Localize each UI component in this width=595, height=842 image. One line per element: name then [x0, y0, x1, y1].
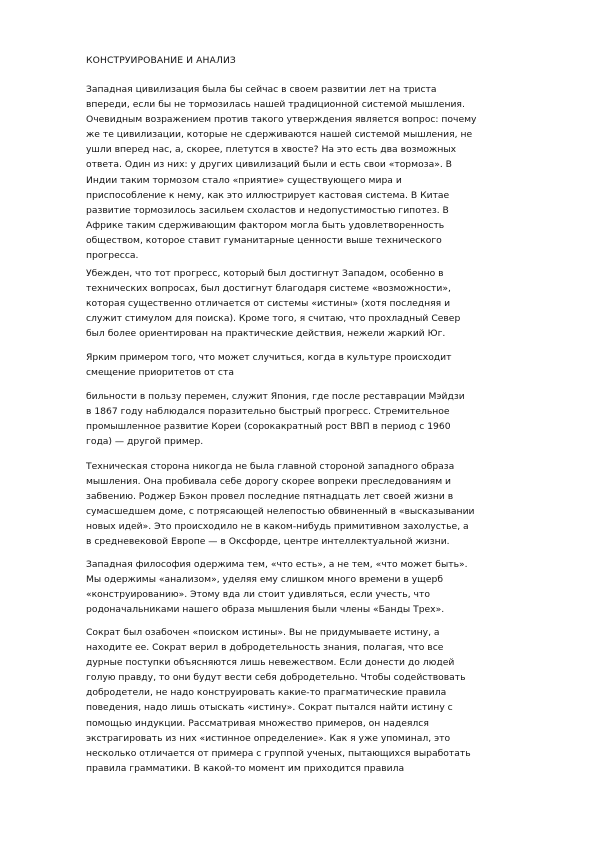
- paragraph-6: Западная философия одержима тем, «что есть», а не тем, «что может быть». Мы одержимы «анализом», уделяя ему слишком много времени в ущерб «конструированию». Этому вда ли стоит удивляться, если учесть, что родоначальниками нашего образа мышления были члены «Банды Трех».: [86, 559, 468, 616]
- paragraph-4: бильности в пользу перемен, служит Япония, где после реставрации Мэйдзи в 1867 году наблюдался поразительно быстрый прогресс. Стремительное промышленное развитие Кореи (сорокакратный рост ВВП в период с 1960 года) — другой пример.: [86, 391, 465, 448]
- paragraph-7: Сократ был озабочен «поиском истины». Вы не придумываете истину, а находите ее. Сократ верил в добродетельность знания, полагая, что все дурные поступки объясняются лишь невежеством. Если донести до людей голую правду, то они будут вести себя добродетельно. Чтобы содействовать добродетели, не надо конструировать какие-то прагматические правила поведения, надо лишь отыскать «истину». Сократ пытался найти истину с помощью индукции. Рассматривая множество примеров, он надеялся экстрагировать из них «истинное определение». Как я уже упоминал, это несколько отличается от примера с группой ученых, пытающихся выработать правила грамматики. В какой-то момент им приходится правила: [86, 627, 471, 774]
- paragraph-2: Убежден, что тот прогресс, который был достигнут Западом, особенно в технических вопросах, был достигнут благодаря системе «возможности», которая существенно отличается от системы «истины» (хотя последняя и служит стимулом для поиска). Кроме того, я считаю, что прохладный Север был более ориентирован на практические действия, нежели жаркий Юг.: [86, 268, 461, 340]
- paragraph-3: Ярким примером того, что может случиться, когда в культуре происходит смещение приоритетов от ста: [86, 352, 452, 379]
- paragraph-5: Техническая сторона никогда не была главной стороной западного образа мышления. Она пробивала себе дорогу скорее вопреки преследованиям и забвению. Роджер Бэкон провел последние пятнадцать лет своей жизни в сумасшедшем доме, с потрясающей нелепостью обвиненный в «высказывании новых идей». Это происходило не в каком-нибудь примитивном захолустье, а в средневековой Европе — в Оксфорде, центре интеллектуальной жизни.: [86, 461, 475, 548]
- document-title: КОНСТРУИРОВАНИЕ И АНАЛИЗ: [86, 55, 236, 66]
- paragraph-1: Западная цивилизация была бы сейчас в своем развитии лет на триста впереди, если бы не тормозилась нашей традиционной системой мышления. Очевидным возражением против такого утверждения является вопрос: почему же те цивилизации, которые не сдерживаются нашей системой мышления, не ушли вперед нас, а, скорее, плетутся в хвосте? На это есть два возможных ответа. Один из них: у других цивилизаций были и есть свои «тормоза». В Индии таким тормозом стало «приятие» существующего мира и приспособление к нему, как это иллюстрирует кастовая система. В Китае развитие тормозилось засильем схоластов и недопустимостью гипотез. В Африке таким сдерживающим фактором могла быть удовлетворенность обществом, которое ставит гуманитарные ценности выше технического прогресса.: [86, 84, 477, 262]
